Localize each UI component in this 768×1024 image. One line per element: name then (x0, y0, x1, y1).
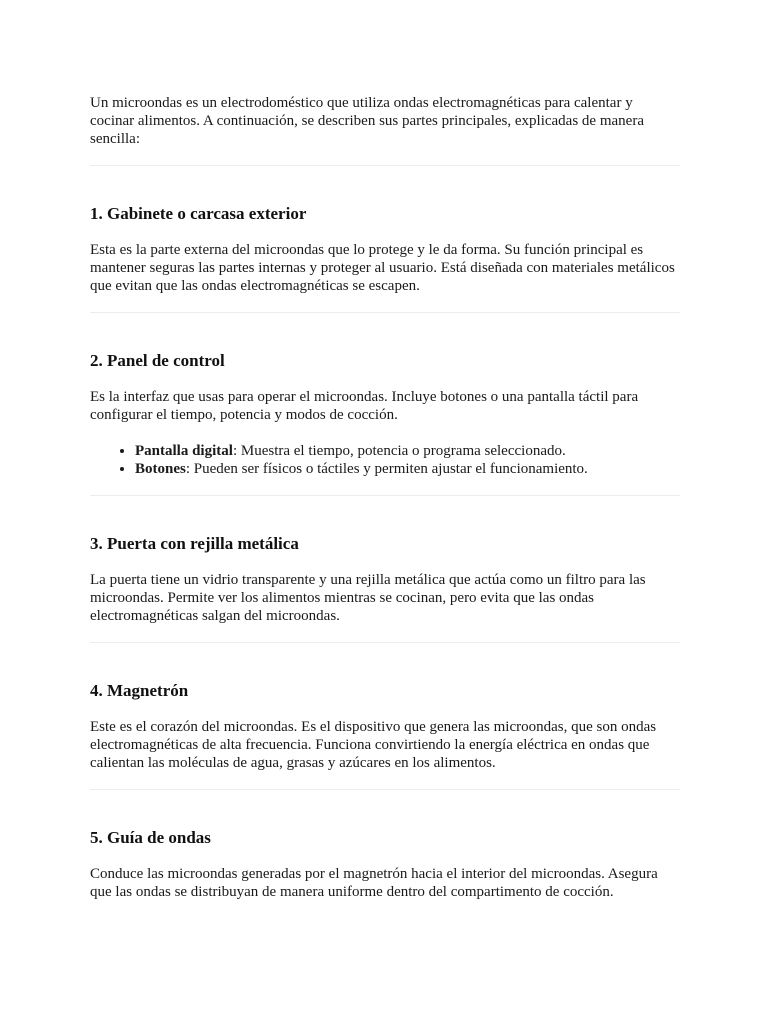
list-item-term: Botones (135, 461, 186, 477)
section-guia-ondas (90, 827, 680, 901)
section-divider (90, 312, 680, 313)
section-divider (90, 165, 680, 166)
section-heading: 4. Magnetrón (90, 681, 189, 700)
section-heading: 2. Panel de control (90, 351, 225, 370)
list-item (135, 460, 680, 478)
section-paragraph: Esta es la parte externa del microondas que lo protege y le da forma. Su función principal es mantener seguras las partes internas y proteger al usuario. Está diseñada con materiales metálicos que evitan que las ondas electromagnéticas se escapen. (90, 242, 675, 294)
list-item-term: Pantalla digital (135, 443, 233, 459)
bullet-list (90, 442, 680, 478)
section-paragraph: La puerta tiene un vidrio transparente y una rejilla metálica que actúa como un filtro para las microondas. Permite ver los alimentos mientras se cocinan, pero evita que las ondas electromagnéticas salgan del microondas. (90, 572, 646, 624)
section-heading: 1. Gabinete o carcasa exterior (90, 204, 307, 223)
section-panel-control (90, 350, 680, 496)
section-puerta (90, 533, 680, 643)
section-gabinete (90, 203, 680, 313)
section-divider (90, 495, 680, 496)
section-divider (90, 642, 680, 643)
section-magnetron (90, 680, 680, 790)
section-paragraph: Es la interfaz que usas para operar el microondas. Incluye botones o una pantalla táctil para configurar el tiempo, potencia y modos de cocción. (90, 389, 639, 423)
list-item-text: : Muestra el tiempo, potencia o programa seleccionado. (232, 443, 566, 459)
section-heading: 5. Guía de ondas (90, 828, 211, 847)
list-item (135, 442, 680, 460)
section-divider (90, 789, 680, 790)
section-heading: 3. Puerta con rejilla metálica (90, 534, 299, 553)
intro-paragraph: Un microondas es un electrodoméstico que utiliza ondas electromagnéticas para calentar y cocinar alimentos. A continuación, se describen sus partes principales, explicadas de manera sencilla: (90, 95, 644, 147)
document-body (90, 94, 680, 901)
list-item-text: : Pueden ser físicos o táctiles y permiten ajustar el funcionamiento. (185, 461, 588, 477)
section-paragraph: Conduce las microondas generadas por el magnetrón hacia el interior del microondas. Asegura que las ondas se distribuyan de manera uniforme dentro del compartimento de cocción. (90, 866, 658, 900)
section-paragraph: Este es el corazón del microondas. Es el dispositivo que genera las microondas, que son ondas electromagnéticas de alta frecuencia. Funciona convirtiendo la energía eléctrica en ondas que calientan las moléculas de agua, grasas y azúcares en los alimentos. (90, 719, 657, 771)
